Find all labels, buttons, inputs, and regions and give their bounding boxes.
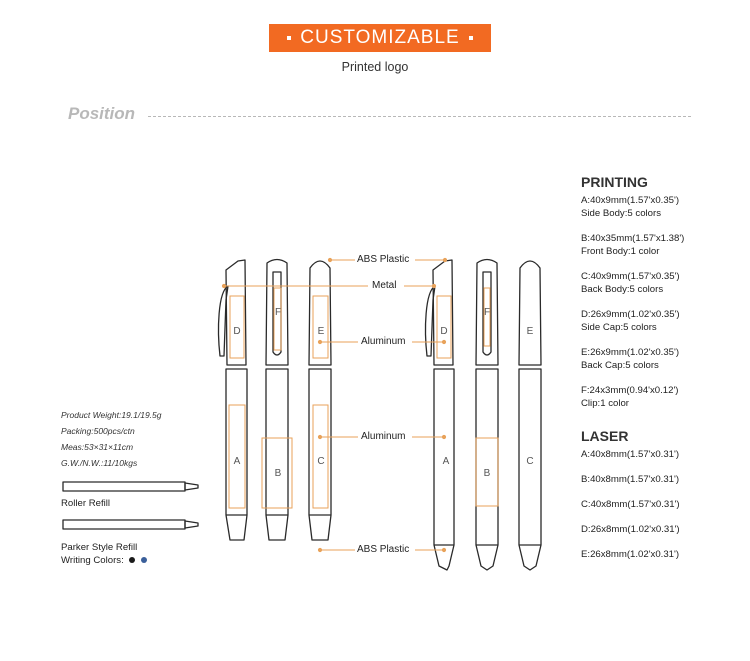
material-label-metal: Metal	[372, 280, 397, 291]
writing-colors-label: Writing Colors:	[61, 555, 124, 566]
zone-letter: B	[483, 468, 491, 479]
printed-logo-subtitle: Printed logo	[341, 60, 409, 74]
material-label-abs-plastic: ABS Plastic	[357, 254, 410, 265]
zone-f-roller	[274, 288, 281, 350]
laser-heading: LASER	[581, 428, 629, 444]
laser-spec: D:26x8mm(1.02'x0.31')	[581, 524, 680, 535]
measurement-info: Meas:53×31×11cm	[61, 442, 134, 452]
pen-roller-side	[219, 260, 247, 540]
black-ink-swatch	[129, 557, 135, 563]
writing-colors	[61, 555, 147, 566]
laser-spec: E:26x8mm(1.02'x0.31')	[581, 549, 680, 560]
printing-spec: F:24x3mm(0.94'x0.12') Clip:1 color	[581, 385, 679, 409]
product-weight: Product Weight:19.1/19.5g	[61, 410, 162, 420]
pen-ball-back	[519, 261, 541, 570]
pen-ball-side	[426, 260, 454, 570]
zone-letter: C	[526, 456, 534, 467]
material-label-aluminum: Aluminum	[361, 431, 406, 442]
blue-ink-swatch	[141, 557, 147, 563]
packing-info: Packing:500pcs/ctn	[61, 426, 135, 436]
zone-letter: E	[317, 326, 325, 337]
zone-letter: C	[317, 456, 325, 467]
printing-spec: C:40x9mm(1.57'x0.35') Back Body:5 colors	[581, 271, 680, 295]
parker-refill	[63, 520, 198, 529]
zone-letter: D	[233, 326, 241, 337]
zone-letter: A	[442, 456, 450, 467]
printing-spec: B:40x35mm(1.57'x1.38') Front Body:1 color	[581, 233, 685, 257]
printing-spec: D:26x9mm(1.02'x0.35') Side Cap:5 colors	[581, 309, 680, 333]
printing-spec: E:26x9mm(1.02'x0.35') Back Cap:5 colors	[581, 347, 680, 371]
roller-refill	[63, 482, 198, 491]
printing-spec: A:40x9mm(1.57'x0.35') Side Body:5 colors	[581, 195, 680, 219]
laser-spec: C:40x8mm(1.57'x0.31')	[581, 499, 680, 510]
position-title: Position	[68, 104, 136, 123]
material-label-aluminum: Aluminum	[361, 336, 406, 347]
zone-letter: F	[483, 307, 491, 318]
pen-roller-front	[266, 260, 288, 541]
roller-refill-label: Roller Refill	[61, 498, 111, 509]
zone-letter: B	[274, 468, 282, 479]
parker-refill-label: Parker Style Refill	[61, 542, 138, 553]
zone-letter: D	[440, 326, 448, 337]
laser-spec: A:40x8mm(1.57'x0.31')	[581, 449, 680, 460]
laser-spec: B:40x8mm(1.57'x0.31')	[581, 474, 680, 485]
weight-info: G.W./N.W.:11/10kgs	[61, 458, 138, 468]
zone-letter: A	[233, 456, 241, 467]
zone-letter: E	[526, 326, 534, 337]
leader-metal	[222, 284, 435, 287]
banner-title: CUSTOMIZABLE	[300, 27, 460, 48]
zone-letter: F	[274, 307, 282, 318]
material-label-abs-plastic: ABS Plastic	[357, 544, 410, 555]
printing-heading: PRINTING	[581, 174, 648, 190]
